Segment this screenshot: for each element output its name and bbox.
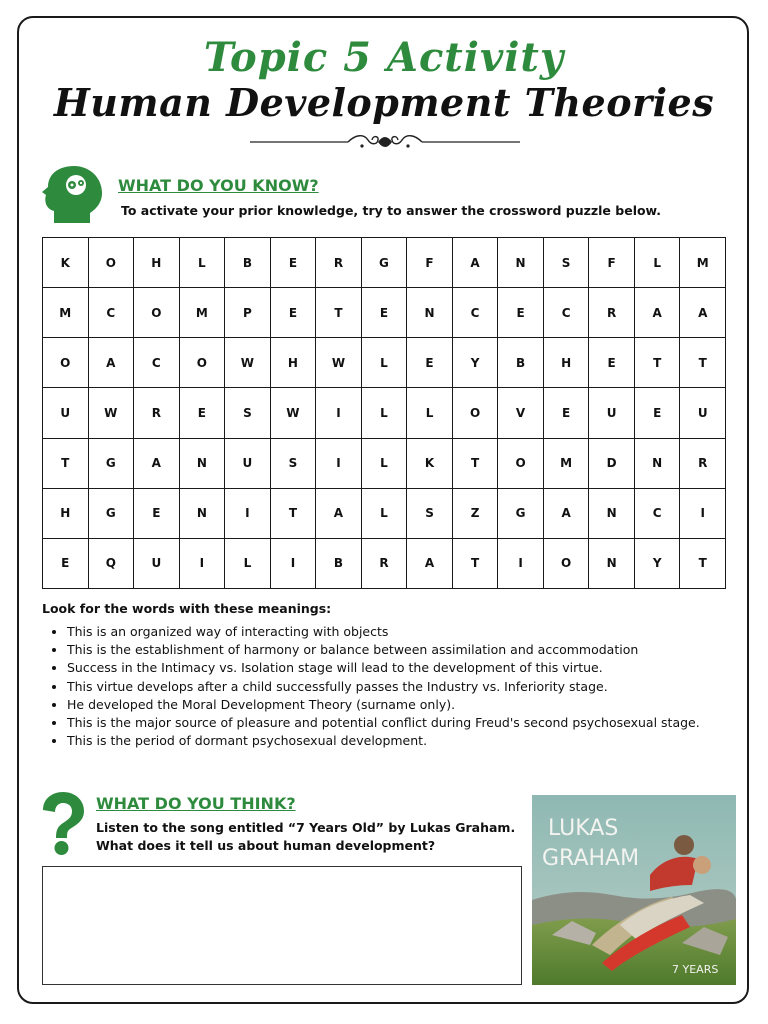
grid-cell[interactable]: S bbox=[270, 438, 316, 488]
grid-cell[interactable]: I bbox=[498, 538, 544, 588]
grid-cell[interactable]: G bbox=[88, 438, 134, 488]
grid-cell[interactable]: L bbox=[361, 338, 407, 388]
grid-cell[interactable]: T bbox=[452, 538, 498, 588]
grid-cell[interactable]: M bbox=[179, 288, 225, 338]
grid-cell[interactable]: N bbox=[179, 488, 225, 538]
list-item: • Success in the Intimacy vs. Isolation stage will lead to the development of this virtue. bbox=[67, 659, 732, 677]
grid-cell[interactable]: L bbox=[179, 238, 225, 288]
grid-cell[interactable]: V bbox=[498, 388, 544, 438]
grid-cell[interactable]: E bbox=[134, 488, 180, 538]
grid-cell[interactable]: E bbox=[634, 388, 680, 438]
grid-cell[interactable]: B bbox=[225, 238, 271, 288]
grid-cell[interactable]: H bbox=[543, 338, 589, 388]
list-item: • He developed the Moral Development Theory (surname only). bbox=[67, 696, 732, 714]
grid-cell[interactable]: B bbox=[316, 538, 362, 588]
grid-cell[interactable]: W bbox=[316, 338, 362, 388]
song-prompt-line1: Listen to the song entitled “7 Years Old” by Lukas Graham. bbox=[96, 820, 516, 835]
grid-cell[interactable]: W bbox=[270, 388, 316, 438]
table-row bbox=[43, 438, 726, 488]
grid-cell[interactable]: C bbox=[452, 288, 498, 338]
grid-cell[interactable]: L bbox=[407, 388, 453, 438]
grid-cell[interactable]: N bbox=[407, 288, 453, 338]
grid-cell[interactable]: L bbox=[634, 238, 680, 288]
grid-cell[interactable]: M bbox=[543, 438, 589, 488]
grid-cell[interactable]: A bbox=[134, 438, 180, 488]
word-search-grid bbox=[42, 237, 726, 589]
grid-cell[interactable]: K bbox=[407, 438, 453, 488]
grid-cell[interactable]: E bbox=[361, 288, 407, 338]
grid-cell[interactable]: A bbox=[88, 338, 134, 388]
grid-cell[interactable]: W bbox=[225, 338, 271, 388]
grid-cell[interactable]: R bbox=[589, 288, 635, 338]
grid-cell[interactable]: N bbox=[589, 538, 635, 588]
album-title: 7 YEARS bbox=[672, 963, 719, 976]
grid-cell[interactable]: C bbox=[88, 288, 134, 338]
list-item: • This is an organized way of interacting with objects bbox=[67, 623, 732, 641]
instruction-text: To activate your prior knowledge, try to answer the crossword puzzle below. bbox=[121, 203, 662, 218]
grid-cell[interactable]: S bbox=[407, 488, 453, 538]
list-item: • This virtue develops after a child successfully passes the Industry vs. Inferiority stage. bbox=[67, 678, 732, 696]
album-cover bbox=[532, 795, 736, 985]
table-row bbox=[43, 288, 726, 338]
clues-heading: Look for the words with these meanings: bbox=[42, 601, 332, 616]
grid-cell[interactable]: H bbox=[270, 338, 316, 388]
grid-cell[interactable]: F bbox=[407, 238, 453, 288]
grid-cell[interactable]: L bbox=[361, 488, 407, 538]
section-heading-think: WHAT DO YOU THINK? bbox=[96, 794, 296, 813]
grid-cell[interactable]: Q bbox=[88, 538, 134, 588]
grid-cell[interactable]: A bbox=[452, 238, 498, 288]
grid-cell[interactable]: L bbox=[361, 438, 407, 488]
brain-head-icon bbox=[42, 165, 104, 227]
grid-cell[interactable]: T bbox=[316, 288, 362, 338]
grid-cell[interactable]: E bbox=[589, 338, 635, 388]
grid-cell[interactable]: R bbox=[316, 238, 362, 288]
title-topic: Topic 5 Activity bbox=[203, 34, 565, 81]
grid-cell[interactable]: T bbox=[680, 538, 726, 588]
grid-cell[interactable]: R bbox=[134, 388, 180, 438]
grid-cell[interactable]: F bbox=[589, 238, 635, 288]
song-prompt bbox=[96, 819, 515, 855]
section-heading-know: WHAT DO YOU KNOW? bbox=[118, 176, 319, 195]
grid-cell[interactable]: G bbox=[361, 238, 407, 288]
title-main: Human Development Theories bbox=[53, 80, 715, 125]
grid-cell[interactable]: E bbox=[270, 238, 316, 288]
grid-cell[interactable]: I bbox=[270, 538, 316, 588]
grid-cell[interactable]: H bbox=[43, 488, 89, 538]
grid-cell[interactable]: T bbox=[452, 438, 498, 488]
grid-cell[interactable]: N bbox=[634, 438, 680, 488]
grid-cell[interactable]: M bbox=[43, 288, 89, 338]
grid-cell[interactable]: U bbox=[134, 538, 180, 588]
song-prompt-line2: What does it tell us about human development? bbox=[96, 838, 436, 853]
grid-cell[interactable]: I bbox=[179, 538, 225, 588]
grid-cell[interactable]: P bbox=[225, 288, 271, 338]
grid-cell[interactable]: I bbox=[316, 388, 362, 438]
clue-list bbox=[42, 623, 732, 750]
grid-cell[interactable]: O bbox=[543, 538, 589, 588]
grid-cell[interactable]: A bbox=[543, 488, 589, 538]
grid-cell[interactable]: L bbox=[361, 388, 407, 438]
grid-cell[interactable]: R bbox=[361, 538, 407, 588]
table-row bbox=[43, 388, 726, 438]
grid-cell[interactable]: E bbox=[407, 338, 453, 388]
grid-cell[interactable]: N bbox=[589, 488, 635, 538]
grid-cell[interactable]: C bbox=[543, 288, 589, 338]
album-art bbox=[532, 795, 736, 985]
grid-cell[interactable]: T bbox=[43, 438, 89, 488]
grid-cell[interactable]: I bbox=[225, 488, 271, 538]
grid-cell[interactable]: O bbox=[43, 338, 89, 388]
grid-cell[interactable]: E bbox=[270, 288, 316, 338]
table-row bbox=[43, 488, 726, 538]
grid-cell[interactable]: B bbox=[498, 338, 544, 388]
grid-cell[interactable]: S bbox=[225, 388, 271, 438]
grid-cell[interactable]: A bbox=[407, 538, 453, 588]
answer-box[interactable] bbox=[42, 866, 522, 985]
table-row bbox=[43, 338, 726, 388]
grid-cell[interactable]: T bbox=[680, 338, 726, 388]
grid-cell[interactable]: G bbox=[498, 488, 544, 538]
list-item: • This is the period of dormant psychosexual development. bbox=[67, 732, 732, 750]
grid-cell[interactable]: D bbox=[589, 438, 635, 488]
grid-cell[interactable]: T bbox=[270, 488, 316, 538]
grid-cell[interactable]: I bbox=[316, 438, 362, 488]
grid-cell[interactable]: I bbox=[680, 488, 726, 538]
grid-cell[interactable]: O bbox=[88, 238, 134, 288]
album-artist-line2: GRAHAM bbox=[542, 846, 640, 871]
grid-cell[interactable]: K bbox=[43, 238, 89, 288]
grid-cell[interactable]: H bbox=[134, 238, 180, 288]
grid-cell[interactable]: E bbox=[498, 288, 544, 338]
ornament-divider-icon bbox=[250, 132, 520, 152]
table-row bbox=[43, 538, 726, 588]
grid-cell[interactable]: W bbox=[88, 388, 134, 438]
table-row bbox=[43, 238, 726, 288]
grid-cell[interactable]: E bbox=[43, 538, 89, 588]
question-mark-icon bbox=[38, 790, 88, 856]
grid-cell[interactable]: C bbox=[634, 488, 680, 538]
grid-cell[interactable]: A bbox=[680, 288, 726, 338]
grid-cell[interactable]: O bbox=[498, 438, 544, 488]
list-item: • This is the establishment of harmony or balance between assimilation and accommodation bbox=[67, 641, 732, 659]
grid-cell[interactable]: M bbox=[680, 238, 726, 288]
grid-cell[interactable]: U bbox=[43, 388, 89, 438]
grid-cell[interactable]: O bbox=[179, 338, 225, 388]
grid-cell[interactable]: U bbox=[680, 388, 726, 438]
grid-cell[interactable]: A bbox=[634, 288, 680, 338]
grid-cell[interactable]: U bbox=[589, 388, 635, 438]
grid-cell[interactable]: G bbox=[88, 488, 134, 538]
list-item: • This is the major source of pleasure and potential conflict during Freud's second psychosexual stage. bbox=[67, 714, 732, 732]
grid-cell[interactable]: C bbox=[134, 338, 180, 388]
grid-cell[interactable]: O bbox=[452, 388, 498, 438]
grid-cell[interactable]: Y bbox=[452, 338, 498, 388]
grid-cell[interactable]: Z bbox=[452, 488, 498, 538]
grid-cell[interactable]: N bbox=[179, 438, 225, 488]
album-artist-line1: LUKAS bbox=[548, 816, 619, 841]
grid-cell[interactable]: A bbox=[316, 488, 362, 538]
grid-cell[interactable]: N bbox=[498, 238, 544, 288]
grid-cell[interactable]: S bbox=[543, 238, 589, 288]
grid-cell[interactable]: E bbox=[543, 388, 589, 438]
grid-cell[interactable]: R bbox=[680, 438, 726, 488]
grid-cell[interactable]: U bbox=[225, 438, 271, 488]
grid-cell[interactable]: T bbox=[634, 338, 680, 388]
grid-cell[interactable]: O bbox=[134, 288, 180, 338]
grid-cell[interactable]: Y bbox=[634, 538, 680, 588]
grid-cell[interactable]: E bbox=[179, 388, 225, 438]
grid-cell[interactable]: L bbox=[225, 538, 271, 588]
